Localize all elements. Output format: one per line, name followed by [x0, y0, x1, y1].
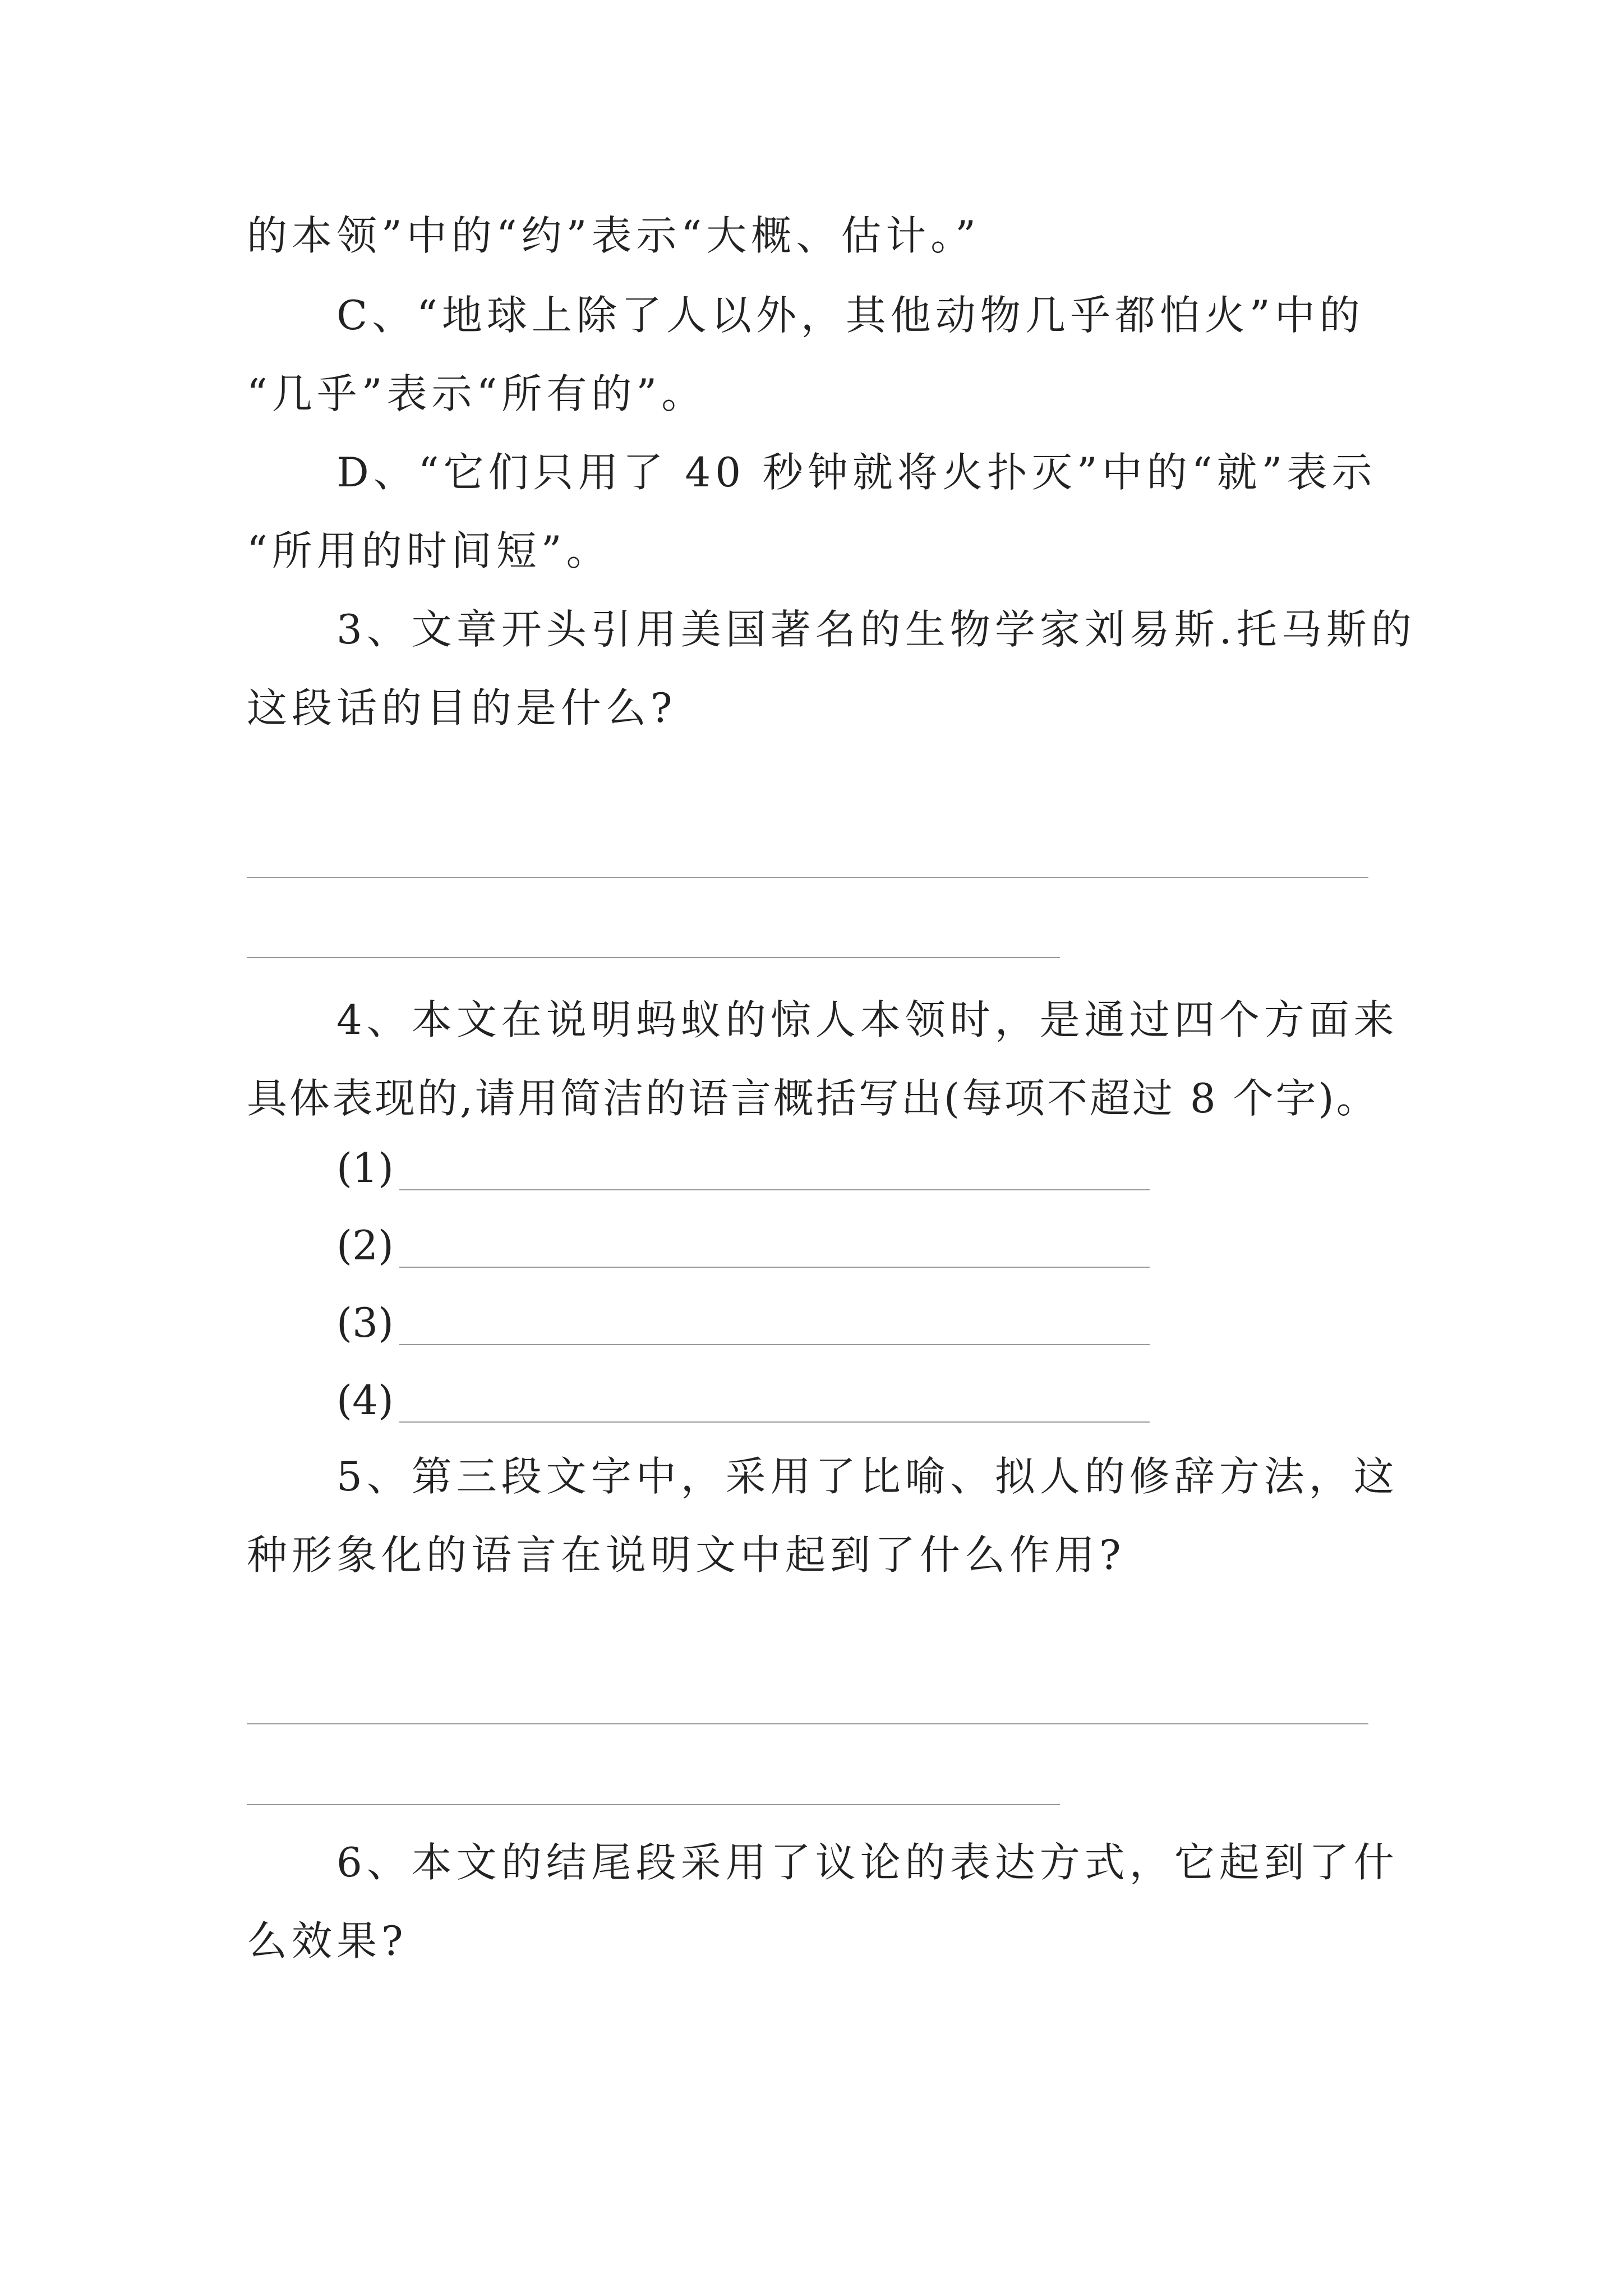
sub-item-label: (1): [336, 1144, 394, 1191]
sub-item-label: (3): [336, 1299, 394, 1346]
sub-item-2[interactable]: [336, 1217, 1150, 1273]
answer-blank-q5-line1[interactable]: [247, 1723, 1368, 1724]
answer-blank-q3-line1[interactable]: [247, 877, 1368, 878]
answer-blank-q5-line2[interactable]: [247, 1804, 1060, 1805]
question-5: 5、第三段文字中，采用了比喻、拟人的修辞方法，这: [336, 1453, 1399, 1500]
option-d: D、“它们只用了 40 秒钟就将火扑灭”中的“就”表示: [336, 449, 1377, 496]
answer-blank[interactable]: [399, 1267, 1150, 1268]
option-c: C、“地球上除了人以外，其他动物几乎都怕火”中的: [336, 292, 1364, 339]
question-3: 3、文章开头引用美国著名的生物学家刘易斯.托马斯的: [336, 606, 1416, 653]
text-line: 的本领”中的“约”表示“大概、估计。”: [247, 212, 981, 259]
sub-item-3[interactable]: [336, 1295, 1150, 1351]
question-3-cont: 这段话的目的是什么?: [247, 684, 677, 731]
answer-blank-q3-line2[interactable]: [247, 957, 1060, 958]
answer-blank[interactable]: [399, 1189, 1150, 1190]
sub-item-4[interactable]: [336, 1372, 1150, 1428]
option-c-cont: “几乎”表示“所有的”。: [247, 370, 707, 417]
question-6: 6、本文的结尾段采用了议论的表达方式，它起到了什: [336, 1839, 1399, 1886]
answer-blank[interactable]: [399, 1344, 1150, 1345]
sub-item-1[interactable]: [336, 1140, 1150, 1196]
question-4: 4、本文在说明蚂蚁的惊人本领时，是通过四个方面来: [336, 996, 1399, 1043]
sub-item-label: (4): [336, 1377, 394, 1424]
question-6-cont: 么效果?: [247, 1917, 408, 1964]
sub-item-label: (2): [336, 1222, 394, 1269]
question-4-cont: 具体表现的,请用简洁的语言概括写出(每项不超过 8 个字)。: [247, 1075, 1379, 1122]
option-d-cont: “所用的时间短”。: [247, 527, 611, 574]
question-5-cont: 种形象化的语言在说明文中起到了什么作用?: [247, 1531, 1126, 1579]
answer-blank[interactable]: [399, 1421, 1150, 1423]
